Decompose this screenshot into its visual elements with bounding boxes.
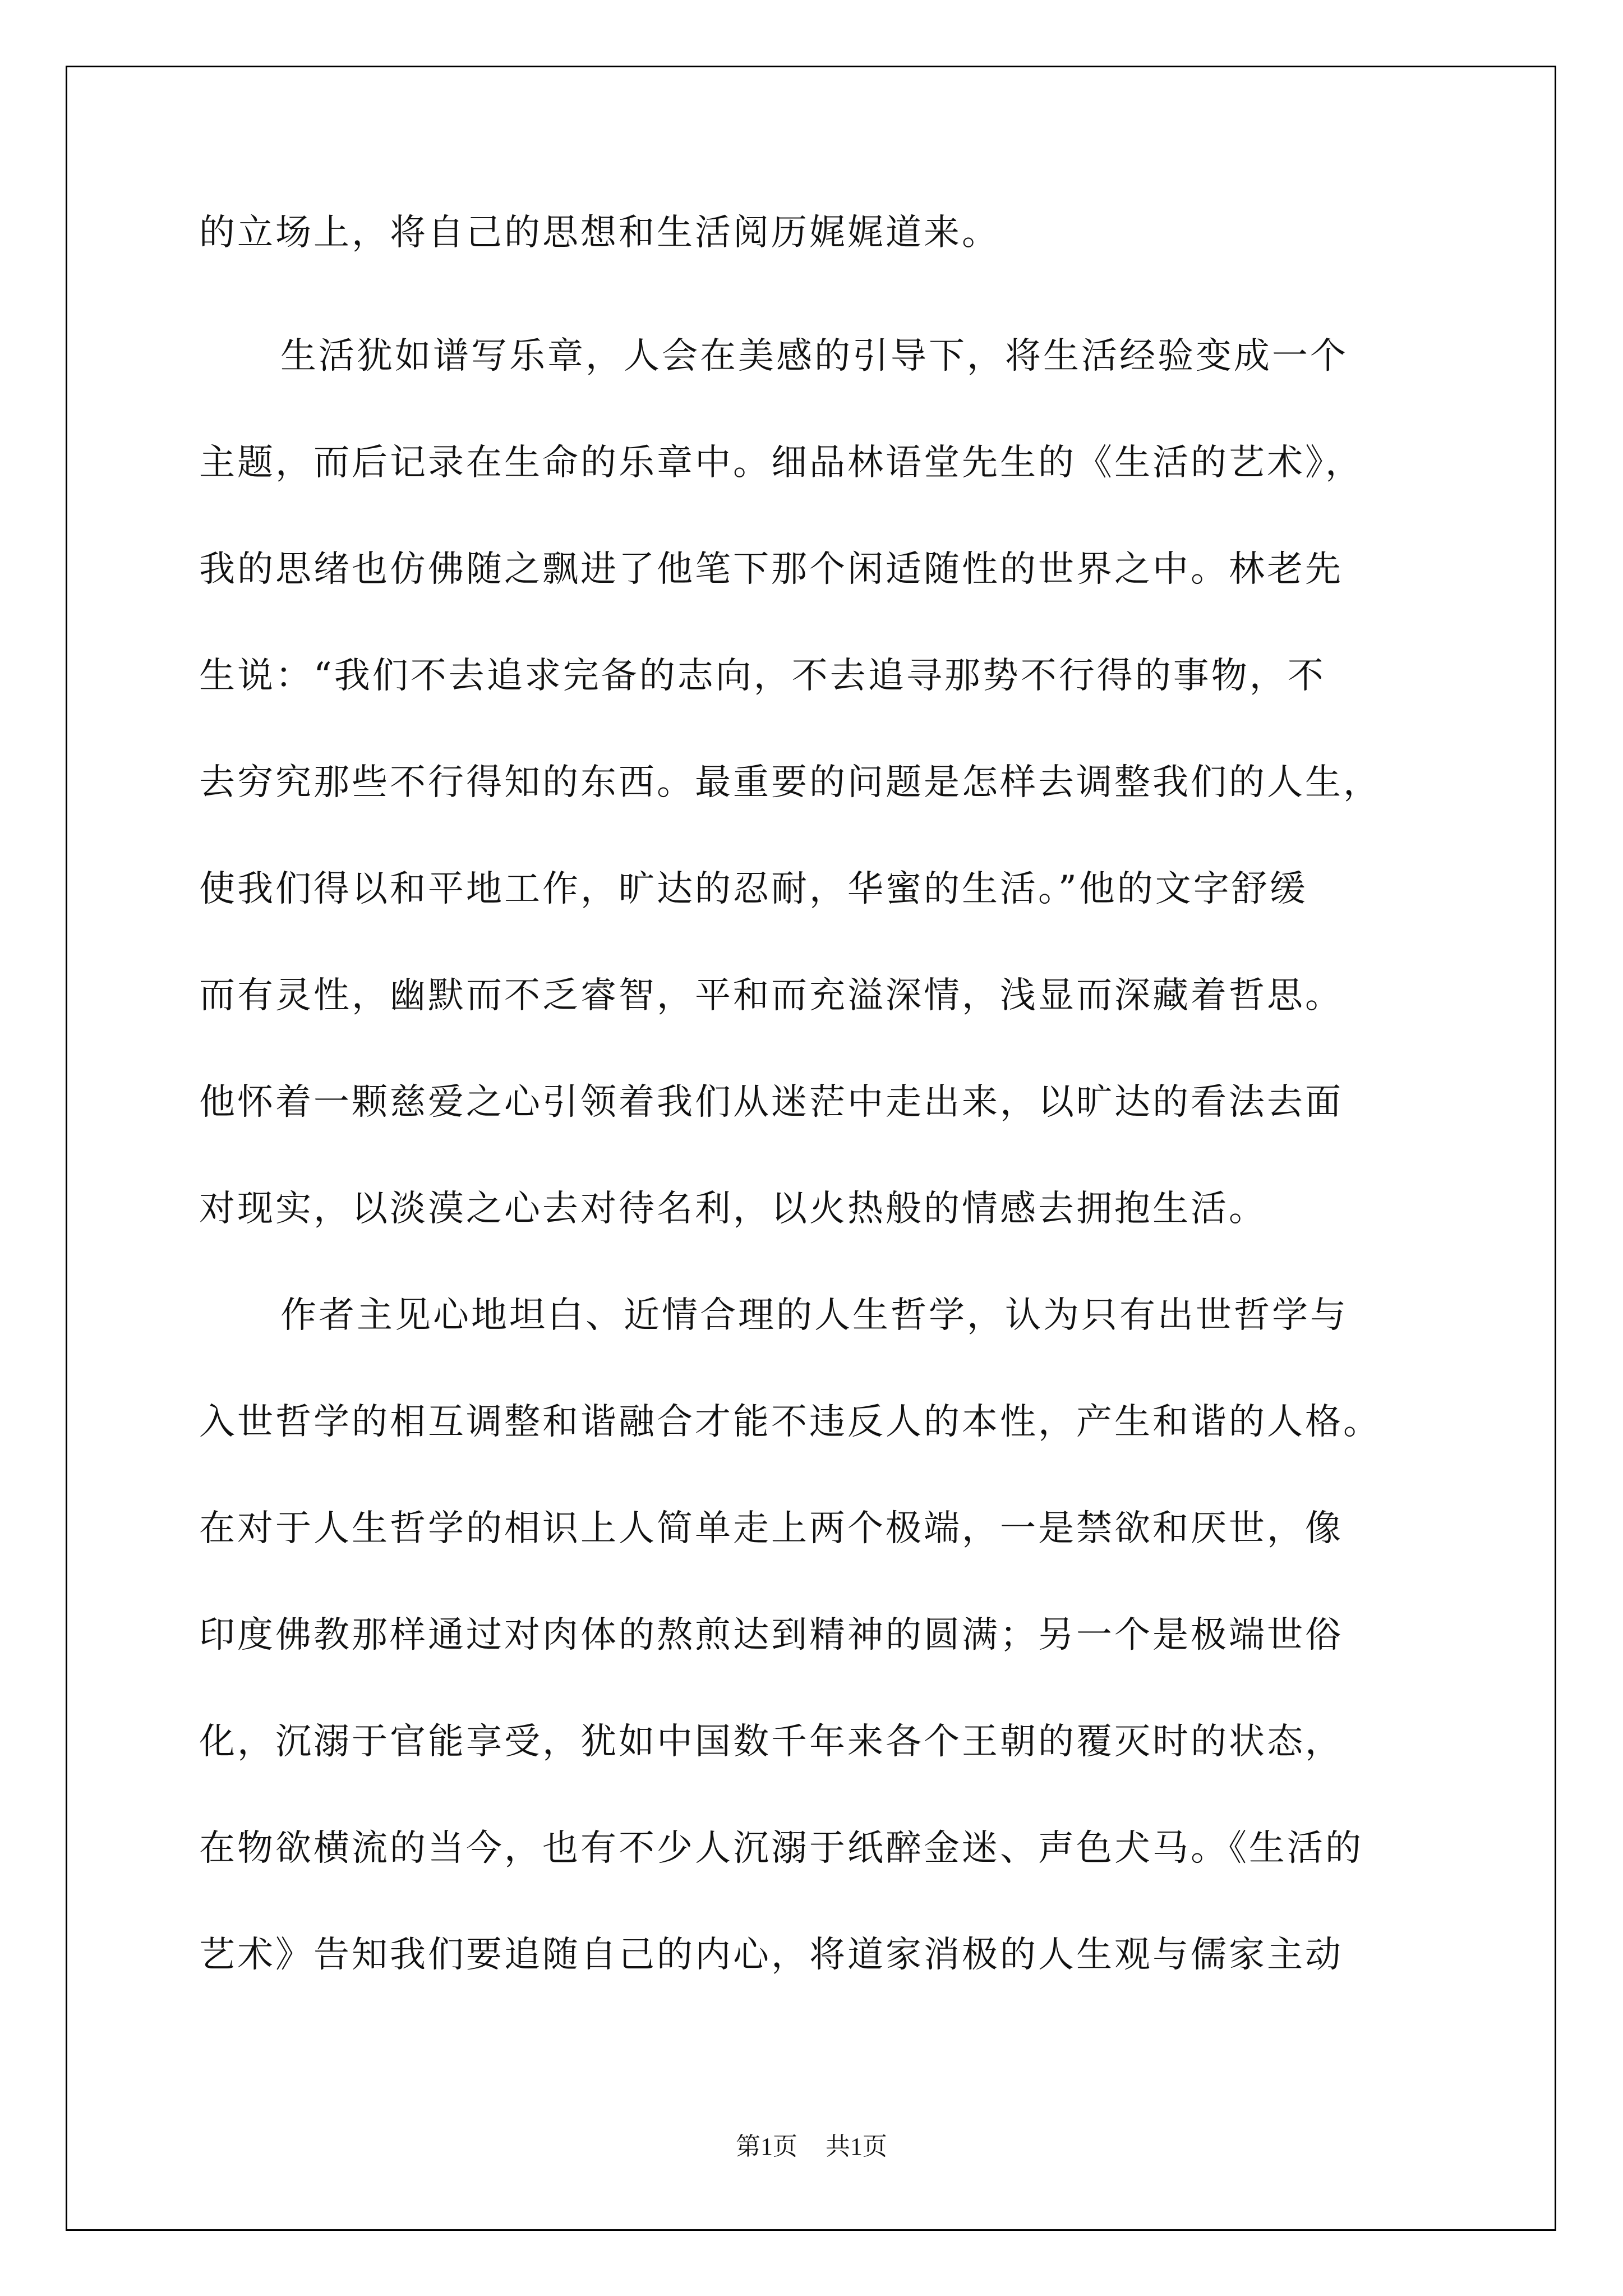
text-line-5: 生说：“我们不去追求完备的志向，不去追寻那势不行得的事物，不 (199, 655, 1326, 697)
text-line-3: 主题，而后记录在生命的乐章中。细品林语堂先生的《生活的艺术》， (199, 442, 1363, 484)
text-line-4: 我的思绪也仿佛随之飘进了他笔下那个闲适随性的世界之中。林老先 (199, 549, 1343, 590)
text-line-14: 印度佛教那样通过对肉体的熬煎达到精神的圆满；另一个是极端世俗 (199, 1614, 1343, 1656)
text-line-11: 作者主见心地坦白、近情合理的人生哲学，认为只有出世哲学与 (280, 1295, 1348, 1336)
text-line-10: 对现实，以淡漠之心去对待名利，以火热般的情感去拥抱生活。 (199, 1188, 1267, 1230)
page-footer (0, 2126, 1623, 2162)
text-line-6: 去穷究那些不行得知的东西。最重要的问题是怎样去调整我们的人生， (199, 762, 1381, 803)
text-line-16: 在物欲横流的当今，也有不少人沉溺于纸醉金迷、声色犬马。《生活的 (199, 1828, 1363, 1869)
text-line-15: 化，沉溺于官能享受，犹如中国数千年来各个王朝的覆灭时的状态， (199, 1721, 1343, 1763)
text-line-13: 在对于人生哲学的相识上人简单走上两个极端，一是禁欲和厌世，像 (199, 1508, 1343, 1549)
text-line-9: 他怀着一颗慈爱之心引领着我们从迷茫中走出来，以旷达的看法去面 (199, 1082, 1343, 1123)
page-border (66, 66, 1556, 2231)
text-line-8: 而有灵性，幽默而不乏睿智，平和而充溢深情，浅显而深藏着哲思。 (199, 975, 1343, 1016)
page-number-total: 共1页 (826, 2133, 887, 2160)
text-line-7: 使我们得以和平地工作，旷达的忍耐，华蜜的生活。”他的文字舒缓 (199, 868, 1308, 910)
text-line-17: 艺术》告知我们要追随自己的内心，将道家消极的人生观与儒家主动 (199, 1934, 1343, 1976)
text-line-1: 的立场上，将自己的思想和生活阅历娓娓道来。 (199, 212, 1000, 254)
page-number-current: 第1页 (736, 2133, 797, 2160)
text-line-12: 入世哲学的相互调整和谐融合才能不违反人的本性，产生和谐的人格。 (199, 1401, 1381, 1443)
text-line-2: 生活犹如谱写乐章，人会在美感的引导下，将生活经验变成一个 (280, 335, 1348, 377)
